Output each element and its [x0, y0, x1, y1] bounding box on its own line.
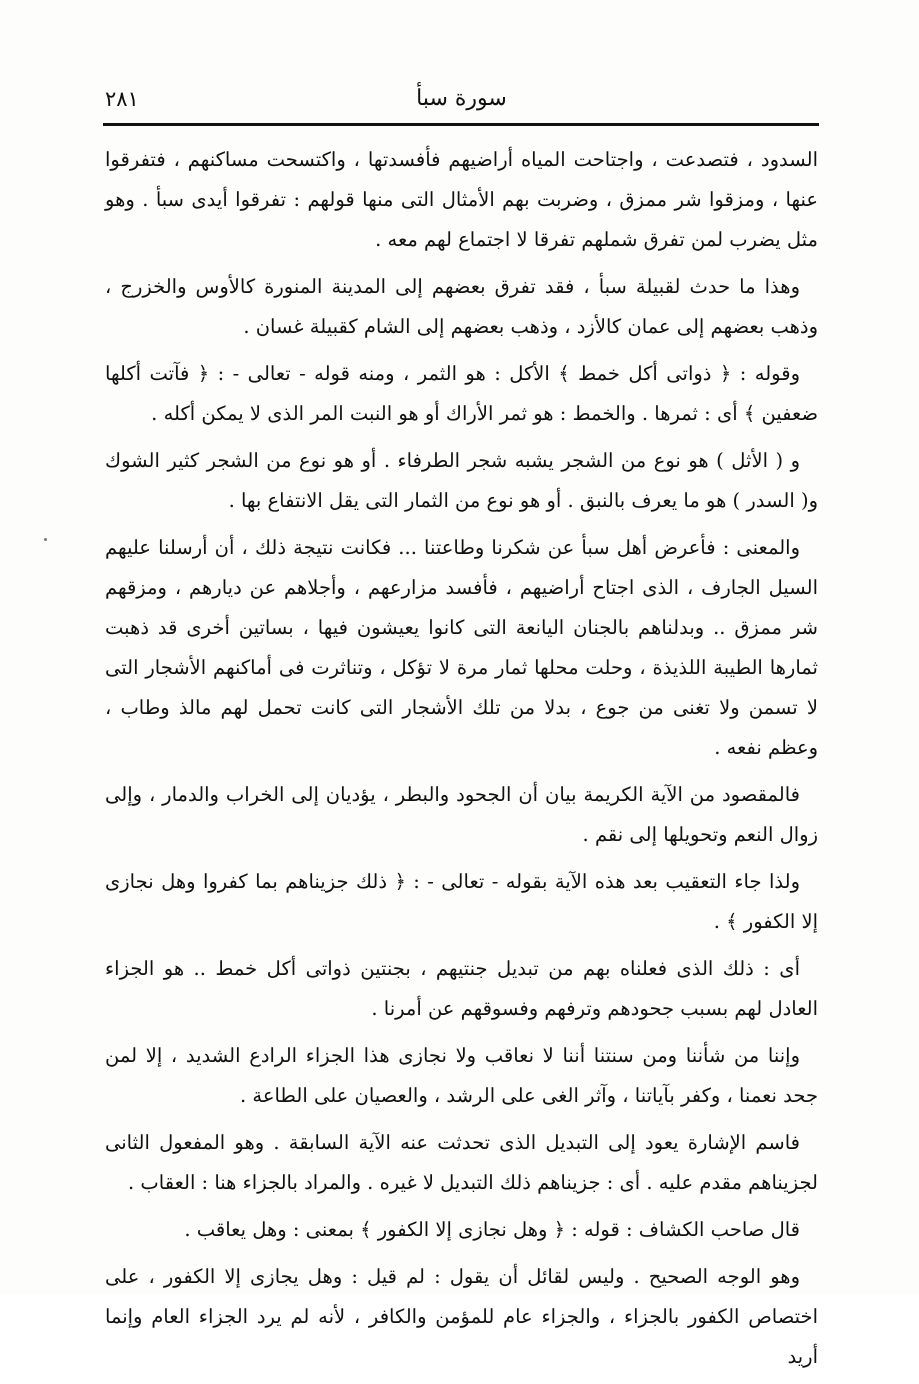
paragraph: فالمقصود من الآية الكريمة بيان أن الجحود والبطر ، يؤديان إلى الخراب والدمار ، وإلى زوال النعم وتحويلها إلى نقم . — [105, 783, 818, 846]
page-number: ٢٨١ — [105, 87, 139, 111]
paragraph: والمعنى : فأعرض أهل سبأ عن شكرنا وطاعتنا ... فكانت نتيجة ذلك ، أن أرسلنا عليهم السيل الجارف ، الذى اجتاح أراضيهم ، فأفسد مزارعهم ، وأجلاهم عن ديارهم ، ومزقهم شر ممزق .. وبدلناهم بالجنان اليانعة التى كانوا يعيشون فيها ، بساتين أخرى قد ذهبت ثمارها الطيبة اللذيذة ، وحلت محلها ثمار مرة لا تؤكل ، وتناثرت فى أماكنهم الأشجار التى لا تسمن ولا تغنى من جوع ، بدلا من تلك الأشجار التى كانت تحمل لهم مالذ وطاب ، وعظم نفعه . — [105, 536, 818, 759]
paragraph: السدود ، فتصدعت ، واجتاحت المياه أراضيهم فأفسدتها ، واكتسحت مساكنهم ، فتفرقوا عنها ، ومزقوا شر ممزق ، وضربت بهم الأمثال التى منها قولهم : تفرقوا أيدى سبأ . وهو مثل يضرب لمن تفرق شملهم تفرقا لا اجتماع لهم معه . — [105, 148, 818, 251]
page-body — [105, 140, 818, 1384]
paragraph: فاسم الإشارة يعود إلى التبديل الذى تحدثت عنه الآية السابقة . وهو المفعول الثانى لجزيناهم مقدم عليه . أى : جزيناهم ذلك التبديل لا غيره . والمراد بالجزاء هنا : العقاب . — [105, 1131, 818, 1194]
paragraph: و ( الأثل ) هو نوع من الشجر يشبه شجر الطرفاء . أو هو نوع من الشجر كثير الشوك و( السدر ) هو ما يعرف بالنبق . أو هو نوع من الثمار التى يقل الانتفاع بها . — [105, 449, 818, 512]
scan-speck — [44, 538, 47, 541]
paragraph: وهو الوجه الصحيح . وليس لقائل أن يقول : لم قيل : وهل يجازى إلا الكفور ، على اختصاص الكفور بالجزاء ، والجزاء عام للمؤمن والكافر ، لأنه لم يرد الجزاء العام وإنما أريد — [105, 1265, 818, 1368]
paragraph: ولذا جاء التعقيب بعد هذه الآية بقوله - تعالى - : ﴿ ذلك جزيناهم بما كفروا وهل نجازى إلا الكفور ﴾ . — [105, 870, 818, 933]
paragraph: قال صاحب الكشاف : قوله : ﴿ وهل نجازى إلا الكفور ﴾ بمعنى : وهل يعاقب . — [184, 1218, 800, 1241]
paragraph: وقوله : ﴿ ذواتى أكل خمط ﴾ الأكل : هو الثمر ، ومنه قوله - تعالى - : ﴿ فآتت أكلها ضعفين ﴾ أى : ثمرها . والخمط : هو ثمر الأراك أو هو النبت المر الذى لا يمكن أكله . — [105, 362, 818, 425]
paragraph: وإننا من شأننا ومن سنتنا أننا لا نعاقب ولا نجازى هذا الجزاء الرادع الشديد ، إلا لمن جحد نعمنا ، وكفر بآياتنا ، وآثر الغى على الرشد ، والعصيان على الطاعة . — [105, 1044, 818, 1107]
surah-title: سورة سبأ — [416, 86, 507, 111]
paragraph: وهذا ما حدث لقبيلة سبأ ، فقد تفرق بعضهم إلى المدينة المنورة كالأوس والخزرج ، وذهب بعضهم إلى عمان كالأزد ، وذهب بعضهم إلى الشام كقبيلة غسان . — [105, 275, 818, 338]
page-header — [105, 84, 818, 118]
paragraph: أى : ذلك الذى فعلناه بهم من تبديل جنتيهم ، بجنتين ذواتى أكل خمط .. هو الجزاء العادل لهم بسبب جحودهم وترفهم وفسوقهم عن أمرنا . — [105, 957, 818, 1020]
header-divider — [103, 123, 819, 126]
